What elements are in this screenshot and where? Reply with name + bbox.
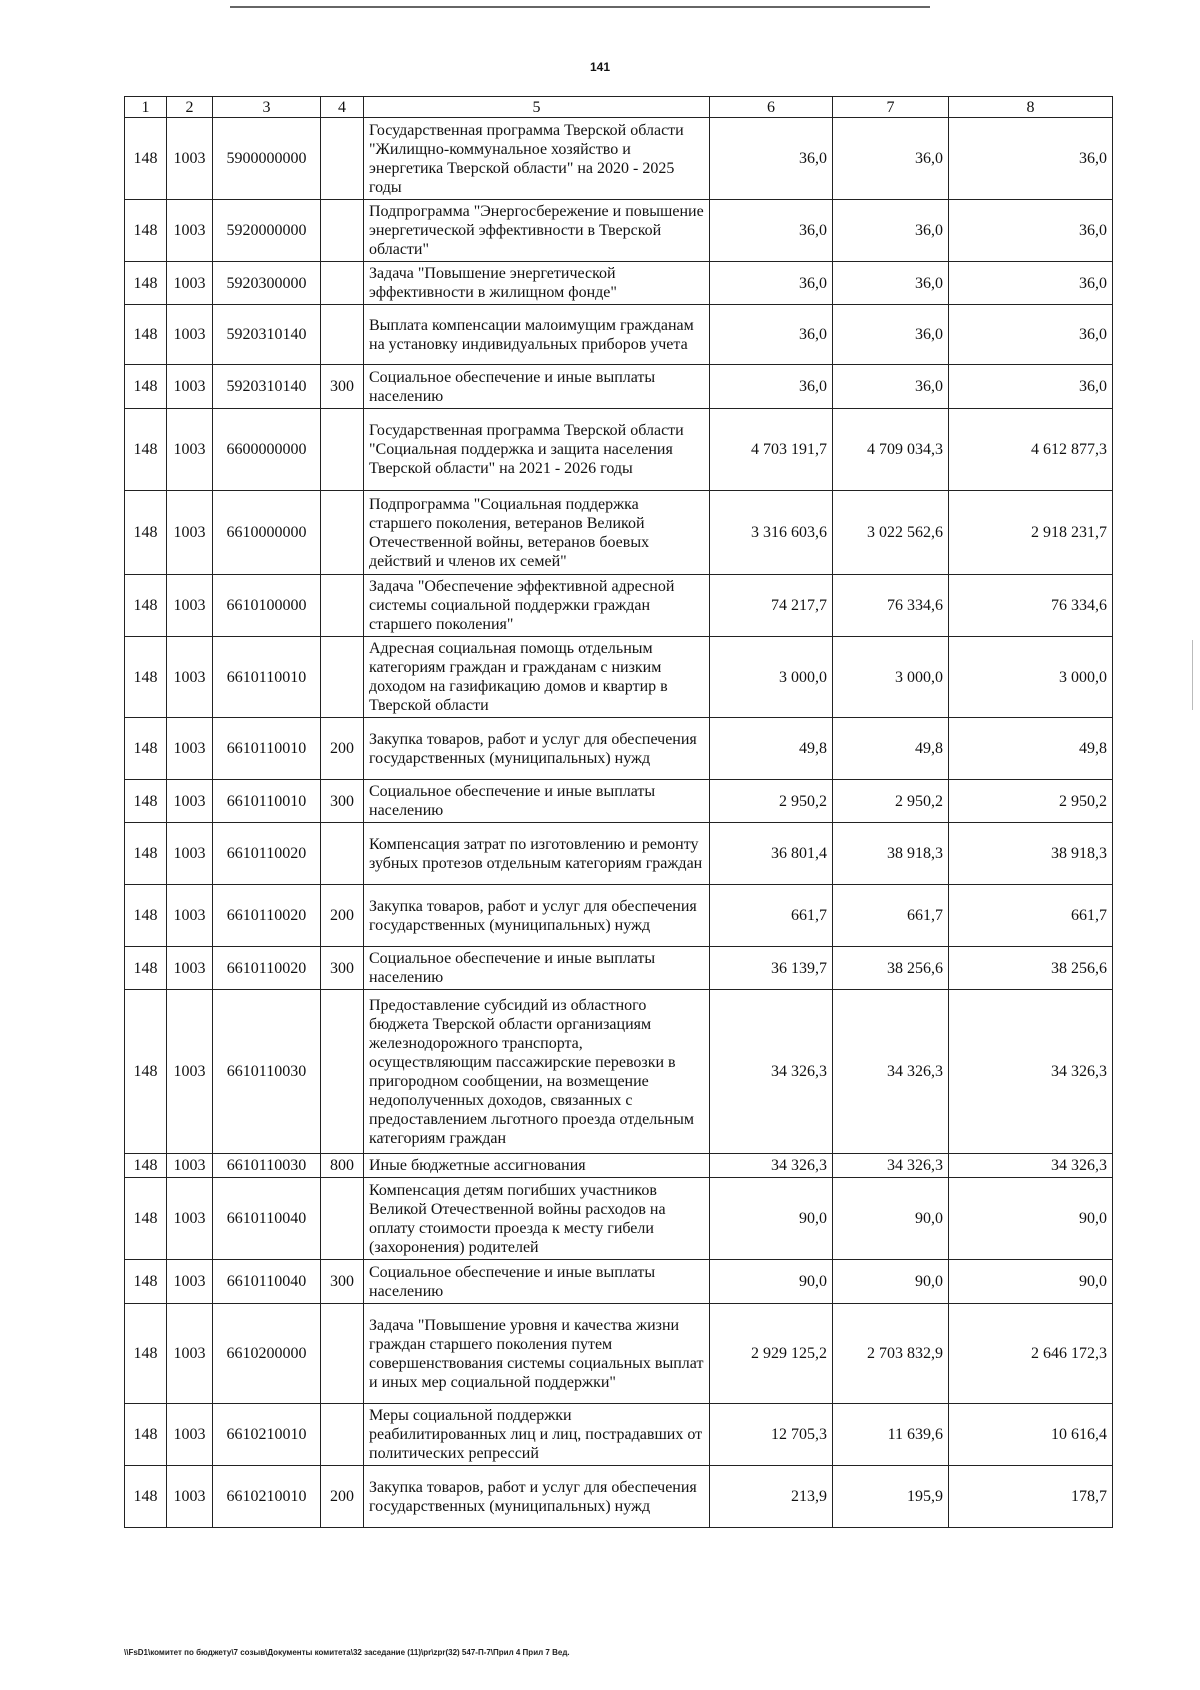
amount-col6-cell: 34 326,3 (710, 1154, 833, 1178)
item-name-cell: Социальное обеспечение и иные выплаты населению (364, 947, 710, 990)
scan-edge-line (230, 6, 930, 8)
item-name-cell: Компенсация детям погибших участников Великой Отечественной войны расходов на оплату стоимости проезда к месту гибели (захоронения) родителей (364, 1178, 710, 1260)
expense-type-cell (321, 990, 364, 1154)
amount-col8-cell: 2 918 231,7 (949, 491, 1113, 575)
amount-col6-cell: 36,0 (710, 365, 833, 409)
section-code-cell: 1003 (167, 990, 213, 1154)
expense-type-cell: 300 (321, 780, 364, 823)
amount-col6-cell: 36,0 (710, 200, 833, 262)
article-code-cell: 6610110030 (213, 990, 321, 1154)
item-name-cell: Задача "Повышение энергетической эффективности в жилищном фонде" (364, 262, 710, 305)
table-row (125, 262, 1113, 305)
expense-type-cell (321, 1178, 364, 1260)
expense-type-cell (321, 262, 364, 305)
ministry-code-cell: 148 (125, 1466, 167, 1528)
section-code-cell: 1003 (167, 947, 213, 990)
item-name-cell: Подпрограмма "Энергосбережение и повышение энергетической эффективности в Тверской области" (364, 200, 710, 262)
article-code-cell: 6610210010 (213, 1466, 321, 1528)
expense-type-cell: 200 (321, 885, 364, 947)
ministry-code-cell: 148 (125, 262, 167, 305)
item-name-cell: Выплата компенсации малоимущим гражданам на установку индивидуальных приборов учета (364, 305, 710, 365)
table-row (125, 637, 1113, 718)
ministry-code-cell: 148 (125, 990, 167, 1154)
section-code-cell: 1003 (167, 1304, 213, 1404)
expense-type-cell (321, 200, 364, 262)
section-code-cell: 1003 (167, 885, 213, 947)
item-name-cell: Задача "Повышение уровня и качества жизни граждан старшего поколения путем совершенствования системы социальных выплат и иных мер социальной поддержки" (364, 1304, 710, 1404)
section-code-cell: 1003 (167, 637, 213, 718)
table-row (125, 885, 1113, 947)
amount-col6-cell: 36,0 (710, 118, 833, 200)
expense-type-cell (321, 305, 364, 365)
column-header: 6 (710, 97, 833, 118)
amount-col8-cell: 36,0 (949, 305, 1113, 365)
amount-col7-cell: 4 709 034,3 (833, 409, 949, 491)
amount-col6-cell: 2 929 125,2 (710, 1304, 833, 1404)
expense-type-cell (321, 491, 364, 575)
table-row (125, 1304, 1113, 1404)
amount-col8-cell: 34 326,3 (949, 1154, 1113, 1178)
amount-col8-cell: 3 000,0 (949, 637, 1113, 718)
amount-col7-cell: 36,0 (833, 365, 949, 409)
item-name-cell: Задача "Обеспечение эффективной адресной системы социальной поддержки граждан старшего поколения" (364, 575, 710, 637)
table-row (125, 200, 1113, 262)
table-row (125, 1404, 1113, 1466)
section-code-cell: 1003 (167, 305, 213, 365)
table-row (125, 1260, 1113, 1304)
section-code-cell: 1003 (167, 1178, 213, 1260)
amount-col7-cell: 38 918,3 (833, 823, 949, 885)
amount-col8-cell: 90,0 (949, 1260, 1113, 1304)
section-code-cell: 1003 (167, 718, 213, 780)
article-code-cell: 6610110020 (213, 823, 321, 885)
amount-col7-cell: 11 639,6 (833, 1404, 949, 1466)
article-code-cell: 5920000000 (213, 200, 321, 262)
article-code-cell: 6610100000 (213, 575, 321, 637)
amount-col6-cell: 36 139,7 (710, 947, 833, 990)
amount-col7-cell: 195,9 (833, 1466, 949, 1528)
section-code-cell: 1003 (167, 365, 213, 409)
amount-col6-cell: 3 316 603,6 (710, 491, 833, 575)
amount-col8-cell: 4 612 877,3 (949, 409, 1113, 491)
section-code-cell: 1003 (167, 409, 213, 491)
table-row (125, 1466, 1113, 1528)
article-code-cell: 5920310140 (213, 305, 321, 365)
column-header: 7 (833, 97, 949, 118)
expense-type-cell (321, 1304, 364, 1404)
section-code-cell: 1003 (167, 1154, 213, 1178)
ministry-code-cell: 148 (125, 305, 167, 365)
expense-type-cell (321, 1404, 364, 1466)
column-header: 5 (364, 97, 710, 118)
ministry-code-cell: 148 (125, 365, 167, 409)
table-row (125, 990, 1113, 1154)
amount-col8-cell: 36,0 (949, 118, 1113, 200)
article-code-cell: 6610110010 (213, 718, 321, 780)
item-name-cell: Иные бюджетные ассигнования (364, 1154, 710, 1178)
amount-col8-cell: 2 950,2 (949, 780, 1113, 823)
table-row (125, 575, 1113, 637)
amount-col8-cell: 36,0 (949, 365, 1113, 409)
table-row (125, 823, 1113, 885)
amount-col7-cell: 38 256,6 (833, 947, 949, 990)
section-code-cell: 1003 (167, 1260, 213, 1304)
article-code-cell: 6610110010 (213, 780, 321, 823)
section-code-cell: 1003 (167, 823, 213, 885)
amount-col6-cell: 36 801,4 (710, 823, 833, 885)
item-name-cell: Закупка товаров, работ и услуг для обеспечения государственных (муниципальных) нужд (364, 718, 710, 780)
section-code-cell: 1003 (167, 1466, 213, 1528)
ministry-code-cell: 148 (125, 575, 167, 637)
section-code-cell: 1003 (167, 780, 213, 823)
article-code-cell: 6610110020 (213, 885, 321, 947)
table-row (125, 365, 1113, 409)
article-code-cell: 6600000000 (213, 409, 321, 491)
expense-type-cell (321, 823, 364, 885)
amount-col6-cell: 661,7 (710, 885, 833, 947)
ministry-code-cell: 148 (125, 409, 167, 491)
amount-col6-cell: 36,0 (710, 262, 833, 305)
amount-col7-cell: 90,0 (833, 1178, 949, 1260)
amount-col8-cell: 36,0 (949, 200, 1113, 262)
ministry-code-cell: 148 (125, 1304, 167, 1404)
amount-col7-cell: 36,0 (833, 118, 949, 200)
amount-col8-cell: 49,8 (949, 718, 1113, 780)
item-name-cell: Социальное обеспечение и иные выплаты населению (364, 365, 710, 409)
ministry-code-cell: 148 (125, 1260, 167, 1304)
ministry-code-cell: 148 (125, 885, 167, 947)
amount-col7-cell: 3 022 562,6 (833, 491, 949, 575)
article-code-cell: 6610110020 (213, 947, 321, 990)
header-row (125, 97, 1113, 118)
expense-type-cell: 200 (321, 718, 364, 780)
amount-col6-cell: 49,8 (710, 718, 833, 780)
item-name-cell: Компенсация затрат по изготовлению и ремонту зубных протезов отдельным категориям граждан (364, 823, 710, 885)
amount-col7-cell: 36,0 (833, 262, 949, 305)
column-header: 3 (213, 97, 321, 118)
amount-col8-cell: 90,0 (949, 1178, 1113, 1260)
column-header: 1 (125, 97, 167, 118)
amount-col6-cell: 3 000,0 (710, 637, 833, 718)
amount-col8-cell: 178,7 (949, 1466, 1113, 1528)
ministry-code-cell: 148 (125, 823, 167, 885)
item-name-cell: Государственная программа Тверской области "Жилищно-коммунальное хозяйство и энергетика Тверской области" на 2020 - 2025 годы (364, 118, 710, 200)
scan-artifact (1192, 640, 1193, 710)
amount-col6-cell: 74 217,7 (710, 575, 833, 637)
budget-table (124, 96, 1113, 1528)
section-code-cell: 1003 (167, 575, 213, 637)
item-name-cell: Подпрограмма "Социальная поддержка старшего поколения, ветеранов Великой Отечественной войны, ветеранов боевых действий и членов их семей" (364, 491, 710, 575)
table-row (125, 947, 1113, 990)
item-name-cell: Меры социальной поддержки реабилитированных лиц и лиц, пострадавших от политических репрессий (364, 1404, 710, 1466)
article-code-cell: 6610200000 (213, 1304, 321, 1404)
amount-col7-cell: 36,0 (833, 305, 949, 365)
table-row (125, 718, 1113, 780)
article-code-cell: 6610000000 (213, 491, 321, 575)
section-code-cell: 1003 (167, 491, 213, 575)
expense-type-cell: 800 (321, 1154, 364, 1178)
amount-col8-cell: 2 646 172,3 (949, 1304, 1113, 1404)
amount-col6-cell: 90,0 (710, 1178, 833, 1260)
amount-col7-cell: 49,8 (833, 718, 949, 780)
amount-col8-cell: 38 918,3 (949, 823, 1113, 885)
amount-col8-cell: 36,0 (949, 262, 1113, 305)
expense-type-cell: 300 (321, 947, 364, 990)
amount-col6-cell: 90,0 (710, 1260, 833, 1304)
ministry-code-cell: 148 (125, 947, 167, 990)
item-name-cell: Закупка товаров, работ и услуг для обеспечения государственных (муниципальных) нужд (364, 1466, 710, 1528)
expense-type-cell (321, 409, 364, 491)
table-row (125, 305, 1113, 365)
article-code-cell: 6610110040 (213, 1260, 321, 1304)
ministry-code-cell: 148 (125, 118, 167, 200)
item-name-cell: Социальное обеспечение и иные выплаты населению (364, 780, 710, 823)
amount-col8-cell: 76 334,6 (949, 575, 1113, 637)
ministry-code-cell: 148 (125, 718, 167, 780)
amount-col6-cell: 213,9 (710, 1466, 833, 1528)
table-row (125, 491, 1113, 575)
item-name-cell: Государственная программа Тверской области "Социальная поддержка и защита населения Тверской области" на 2021 - 2026 годы (364, 409, 710, 491)
article-code-cell: 6610110040 (213, 1178, 321, 1260)
expense-type-cell (321, 118, 364, 200)
expense-type-cell: 300 (321, 365, 364, 409)
item-name-cell: Закупка товаров, работ и услуг для обеспечения государственных (муниципальных) нужд (364, 885, 710, 947)
amount-col6-cell: 36,0 (710, 305, 833, 365)
article-code-cell: 6610110030 (213, 1154, 321, 1178)
column-header: 4 (321, 97, 364, 118)
ministry-code-cell: 148 (125, 200, 167, 262)
amount-col8-cell: 34 326,3 (949, 990, 1113, 1154)
section-code-cell: 1003 (167, 118, 213, 200)
ministry-code-cell: 148 (125, 1178, 167, 1260)
amount-col7-cell: 76 334,6 (833, 575, 949, 637)
table-row (125, 118, 1113, 200)
ministry-code-cell: 148 (125, 1404, 167, 1466)
amount-col6-cell: 34 326,3 (710, 990, 833, 1154)
ministry-code-cell: 148 (125, 491, 167, 575)
section-code-cell: 1003 (167, 1404, 213, 1466)
footer-file-path: \\FsD1\комитет по бюджету\7 созыв\Документы комитета\32 заседание (11)\pr\zpr(32) 547-П-7\Прил 4 Прил 7 Вед. (124, 1648, 570, 1657)
article-code-cell: 5920300000 (213, 262, 321, 305)
amount-col7-cell: 3 000,0 (833, 637, 949, 718)
amount-col6-cell: 4 703 191,7 (710, 409, 833, 491)
section-code-cell: 1003 (167, 262, 213, 305)
article-code-cell: 6610210010 (213, 1404, 321, 1466)
amount-col8-cell: 38 256,6 (949, 947, 1113, 990)
article-code-cell: 5900000000 (213, 118, 321, 200)
item-name-cell: Адресная социальная помощь отдельным категориям граждан и гражданам с низким доходом на газификацию домов и квартир в Тверской области (364, 637, 710, 718)
page-number: 141 (589, 60, 611, 74)
amount-col6-cell: 2 950,2 (710, 780, 833, 823)
amount-col7-cell: 2 703 832,9 (833, 1304, 949, 1404)
item-name-cell: Предоставление субсидий из областного бюджета Тверской области организациям железнодорожного транспорта, осуществляющим пассажирские перевозки в пригородном сообщении, на возмещение недополученных доходов, связанных с предоставлением льготного проезда отдельным категориям граждан (364, 990, 710, 1154)
section-code-cell: 1003 (167, 200, 213, 262)
expense-type-cell (321, 637, 364, 718)
article-code-cell: 6610110010 (213, 637, 321, 718)
amount-col7-cell: 90,0 (833, 1260, 949, 1304)
table-row (125, 409, 1113, 491)
table-row (125, 780, 1113, 823)
expense-type-cell: 300 (321, 1260, 364, 1304)
amount-col7-cell: 34 326,3 (833, 1154, 949, 1178)
amount-col6-cell: 12 705,3 (710, 1404, 833, 1466)
amount-col8-cell: 10 616,4 (949, 1404, 1113, 1466)
ministry-code-cell: 148 (125, 780, 167, 823)
column-header: 8 (949, 97, 1113, 118)
table-row (125, 1178, 1113, 1260)
amount-col7-cell: 661,7 (833, 885, 949, 947)
expense-type-cell (321, 575, 364, 637)
amount-col7-cell: 34 326,3 (833, 990, 949, 1154)
column-header: 2 (167, 97, 213, 118)
expense-type-cell: 200 (321, 1466, 364, 1528)
table-row (125, 1154, 1113, 1178)
ministry-code-cell: 148 (125, 637, 167, 718)
amount-col7-cell: 2 950,2 (833, 780, 949, 823)
article-code-cell: 5920310140 (213, 365, 321, 409)
amount-col8-cell: 661,7 (949, 885, 1113, 947)
amount-col7-cell: 36,0 (833, 200, 949, 262)
ministry-code-cell: 148 (125, 1154, 167, 1178)
item-name-cell: Социальное обеспечение и иные выплаты населению (364, 1260, 710, 1304)
